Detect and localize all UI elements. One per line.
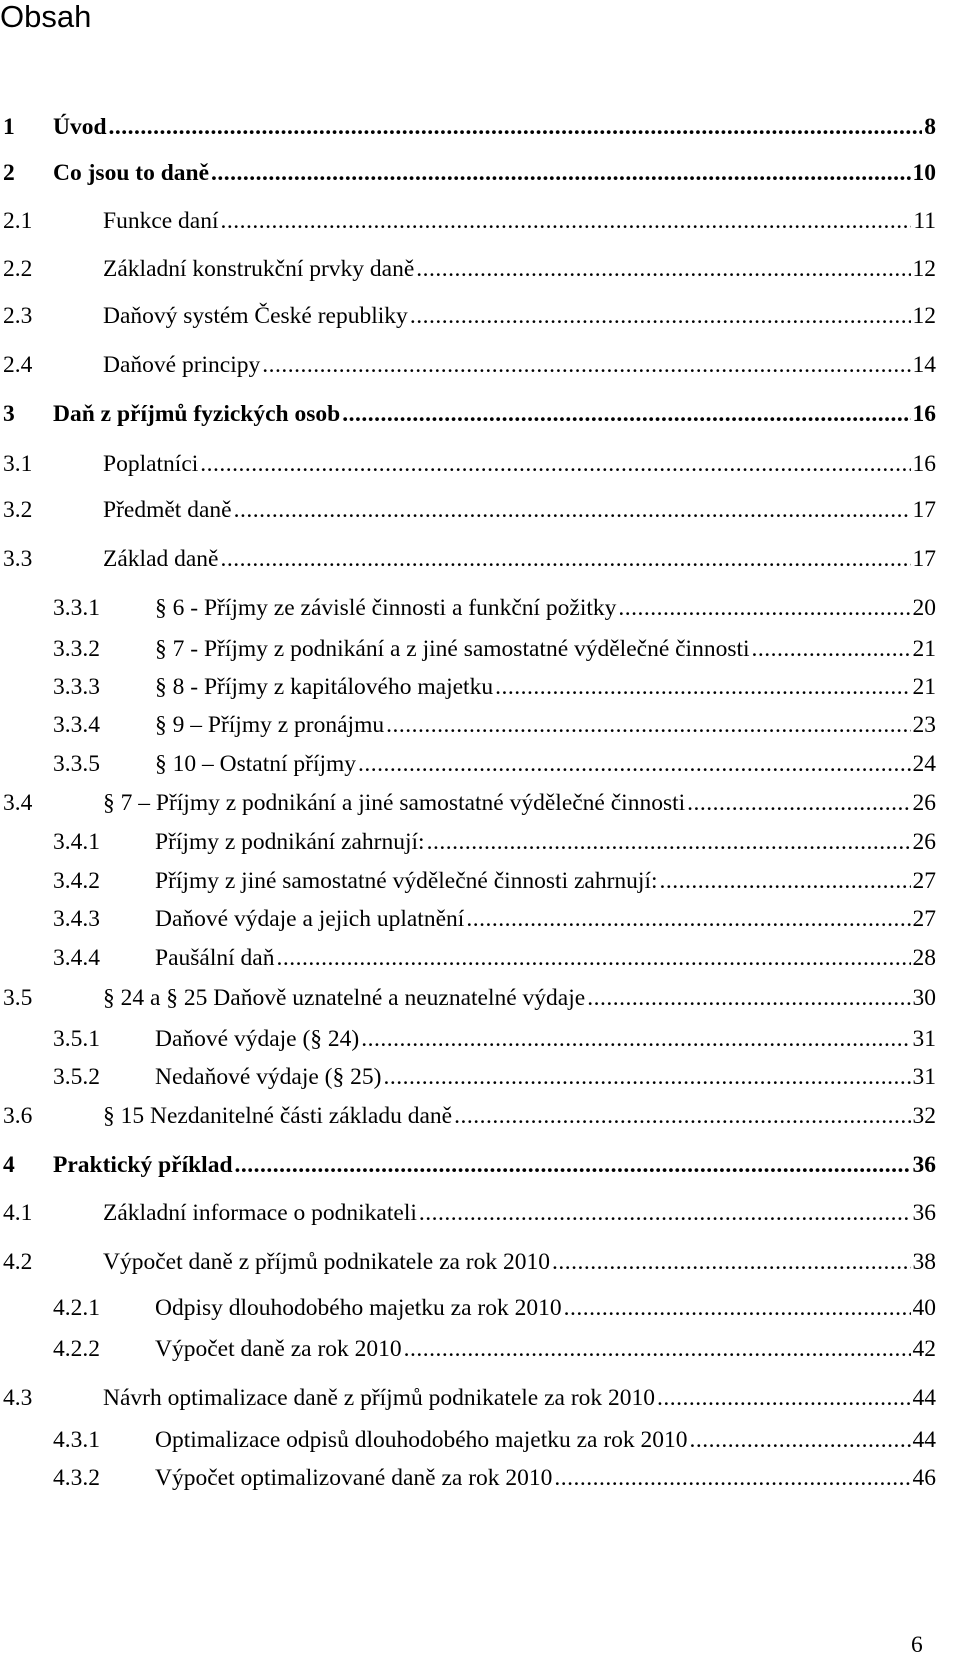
dot-leader — [419, 1198, 911, 1228]
dot-leader — [211, 158, 910, 188]
toc-entry[interactable] — [0, 634, 936, 664]
toc-entry-page: 23 — [912, 712, 936, 738]
dot-leader — [427, 827, 911, 857]
toc-entry-number: 2.4 — [3, 352, 33, 378]
toc-entry[interactable] — [0, 206, 936, 236]
toc-entry-title: Co jsou to daně — [53, 160, 210, 186]
toc-entry-title: Praktický příklad — [53, 1152, 233, 1178]
toc-entry-number: 3.3.4 — [53, 712, 100, 738]
toc-entry-page: 31 — [912, 1026, 936, 1052]
toc-entry[interactable] — [0, 1247, 936, 1277]
toc-entry-number: 3.4 — [3, 790, 33, 816]
toc-entry[interactable] — [0, 983, 936, 1013]
toc-entry-title: Funkce daní — [103, 208, 219, 234]
page-number: 6 — [911, 1632, 923, 1658]
toc-entry-title: Příjmy z jiné samostatné výdělečné činnosti zahrnují: — [155, 868, 658, 894]
toc-entry[interactable] — [0, 1062, 936, 1092]
toc-entry[interactable] — [0, 672, 936, 702]
toc-entry-page: 38 — [912, 1249, 936, 1275]
toc-entry-number: 2.2 — [3, 256, 33, 282]
dot-leader — [454, 1101, 910, 1131]
toc-entry[interactable] — [0, 1383, 936, 1413]
toc-entry-title: § 15 Nezdanitelné části základu daně — [103, 1103, 453, 1129]
toc-entry-title: § 8 - Příjmy z kapitálového majetku — [155, 674, 494, 700]
toc-entry-page: 16 — [912, 401, 936, 427]
toc-entry-page: 24 — [912, 751, 936, 777]
toc-entry-page: 21 — [912, 636, 936, 662]
toc-entry[interactable] — [0, 788, 936, 818]
toc-entry-number: 3 — [3, 401, 15, 427]
toc-entry-number: 3.5.1 — [53, 1026, 100, 1052]
toc-entry-title: § 6 - Příjmy ze závislé činnosti a funkční požitky — [155, 595, 617, 621]
toc-entry-title: Daňové výdaje (§ 24) — [155, 1026, 360, 1052]
toc-entry-number: 4.2.2 — [53, 1336, 100, 1362]
toc-entry-title: Výpočet daně z příjmů podnikatele za rok 2010 — [103, 1249, 551, 1275]
toc-entry-title: Základní konstrukční prvky daně — [103, 256, 415, 282]
toc-entry[interactable] — [0, 495, 936, 525]
toc-entry-title: § 24 a § 25 Daňově uznatelné a neuznatelné výdaje — [103, 985, 586, 1011]
toc-entry-number: 2.1 — [3, 208, 33, 234]
toc-entry-title: Optimalizace odpisů dlouhodobého majetku za rok 2010 — [155, 1427, 688, 1453]
toc-entry[interactable] — [0, 1463, 936, 1493]
toc-entry-page: 12 — [912, 303, 936, 329]
toc-entry-page: 20 — [912, 595, 936, 621]
dot-leader — [276, 943, 910, 973]
dot-leader — [618, 593, 910, 623]
toc-entry-number: 3.4.4 — [53, 945, 100, 971]
toc-entry-number: 3.3.1 — [53, 595, 100, 621]
toc-entry-page: 27 — [912, 906, 936, 932]
toc-entry-page: 27 — [912, 868, 936, 894]
toc-entry[interactable] — [0, 1293, 936, 1323]
toc-entry[interactable] — [0, 710, 936, 740]
page-title: Obsah — [0, 0, 92, 34]
toc-entry-page: 46 — [912, 1465, 936, 1491]
toc-entry-page: 16 — [912, 451, 936, 477]
toc-entry-page: 36 — [912, 1152, 936, 1178]
toc-entry[interactable] — [0, 1024, 936, 1054]
toc-entry-number: 4.3 — [3, 1385, 33, 1411]
toc-entry-number: 3.5.2 — [53, 1064, 100, 1090]
toc-entry-title: § 7 – Příjmy z podnikání a jiné samostatné výdělečné činnosti — [103, 790, 686, 816]
toc-entry-number: 3.4.1 — [53, 829, 100, 855]
toc-entry[interactable] — [0, 399, 936, 429]
toc-entry-page: 28 — [912, 945, 936, 971]
dot-leader — [109, 112, 923, 142]
dot-leader — [687, 788, 910, 818]
dot-leader — [690, 1425, 911, 1455]
toc-entry-title: Příjmy z podnikání zahrnují: — [155, 829, 425, 855]
toc-entry-page: 42 — [912, 1336, 936, 1362]
toc-entry[interactable] — [0, 1101, 936, 1131]
toc-entry-title: Nedaňové výdaje (§ 25) — [155, 1064, 382, 1090]
toc-entry-title: Návrh optimalizace daně z příjmů podnikatele za rok 2010 — [103, 1385, 656, 1411]
dot-leader — [383, 1062, 910, 1092]
dot-leader — [235, 1150, 911, 1180]
toc-entry-page: 11 — [913, 208, 936, 234]
toc-entry-number: 1 — [3, 114, 15, 140]
dot-leader — [466, 904, 910, 934]
dot-leader — [220, 544, 910, 574]
dot-leader — [358, 749, 910, 779]
toc-entry-page: 31 — [912, 1064, 936, 1090]
toc-entry[interactable] — [0, 449, 936, 479]
toc-entry-number: 4.2 — [3, 1249, 33, 1275]
toc-entry[interactable] — [0, 158, 936, 188]
toc-entry-title: Základ daně — [103, 546, 219, 572]
toc-entry-page: 17 — [912, 546, 936, 572]
toc-entry-number: 4 — [3, 1152, 15, 1178]
toc-entry-number: 4.2.1 — [53, 1295, 100, 1321]
dot-leader — [200, 449, 910, 479]
toc-entry[interactable] — [0, 593, 936, 623]
toc-entry-number: 3.3.3 — [53, 674, 100, 700]
toc-entry-title: Daňové výdaje a jejich uplatnění — [155, 906, 465, 932]
toc-entry-number: 3.5 — [3, 985, 33, 1011]
dot-leader — [342, 399, 910, 429]
toc-entry-number: 3.3 — [3, 546, 33, 572]
toc-entry[interactable] — [0, 1150, 936, 1180]
toc-entry-number: 3.3.2 — [53, 636, 100, 662]
toc-entry-page: 21 — [912, 674, 936, 700]
toc-entry[interactable] — [0, 827, 936, 857]
toc-entry-page: 32 — [912, 1103, 936, 1129]
toc-entry-number: 4.1 — [3, 1200, 33, 1226]
toc-entry-title: Úvod — [53, 114, 107, 140]
dot-leader — [221, 206, 912, 236]
toc-entry[interactable] — [0, 544, 936, 574]
toc-entry-page: 44 — [912, 1427, 936, 1453]
toc-entry-number: 2.3 — [3, 303, 33, 329]
toc-entry-number: 3.1 — [3, 451, 33, 477]
toc-entry-page: 14 — [912, 352, 936, 378]
toc-entry[interactable] — [0, 254, 936, 284]
dot-leader — [752, 634, 911, 664]
toc-entry-number: 3.6 — [3, 1103, 33, 1129]
toc-entry-number: 4.3.1 — [53, 1427, 100, 1453]
dot-leader — [552, 1247, 910, 1277]
toc-entry-title: Odpisy dlouhodobého majetku za rok 2010 — [155, 1295, 562, 1321]
dot-leader — [361, 1024, 910, 1054]
toc-entry-title: § 7 - Příjmy z podnikání a z jiné samostatné výdělečné činnosti — [155, 636, 750, 662]
dot-leader — [416, 254, 910, 284]
toc-entry-title: § 10 – Ostatní příjmy — [155, 751, 357, 777]
toc-entry[interactable] — [0, 866, 936, 896]
toc-entry-page: 44 — [912, 1385, 936, 1411]
toc-entry-page: 26 — [912, 790, 936, 816]
toc-entry-page: 17 — [912, 497, 936, 523]
dot-leader — [386, 710, 910, 740]
toc-entry[interactable] — [0, 749, 936, 779]
toc-entry[interactable] — [0, 1334, 936, 1364]
toc-entry-number: 3.4.2 — [53, 868, 100, 894]
toc-entry-page: 12 — [912, 256, 936, 282]
dot-leader — [587, 983, 910, 1013]
toc-entry-number: 2 — [3, 160, 15, 186]
toc-entry-title: Předmět daně — [103, 497, 232, 523]
toc-entry[interactable] — [0, 301, 936, 331]
toc-entry-title: Daňové principy — [103, 352, 261, 378]
toc-entry-title: Daňový systém České republiky — [103, 303, 408, 329]
dot-leader — [404, 1334, 911, 1364]
dot-leader — [564, 1293, 911, 1323]
toc-entry-page: 30 — [912, 985, 936, 1011]
toc-entry-title: Výpočet daně za rok 2010 — [155, 1336, 402, 1362]
toc-entry-title: Daň z příjmů fyzických osob — [53, 401, 341, 427]
toc-entry-title: Základní informace o podnikateli — [103, 1200, 417, 1226]
dot-leader — [660, 866, 911, 896]
toc-entry-page: 40 — [912, 1295, 936, 1321]
toc-entry-title: Výpočet optimalizované daně za rok 2010 — [155, 1465, 553, 1491]
toc-entry-number: 3.4.3 — [53, 906, 100, 932]
toc-entry[interactable] — [0, 943, 936, 973]
dot-leader — [234, 495, 911, 525]
toc-entry-number: 3.2 — [3, 497, 33, 523]
toc-entry-title: § 9 – Příjmy z pronájmu — [155, 712, 385, 738]
toc-entry-page: 36 — [912, 1200, 936, 1226]
dot-leader — [554, 1463, 910, 1493]
toc-entry[interactable] — [0, 112, 936, 142]
toc-entry-page: 26 — [912, 829, 936, 855]
toc-entry-title: Paušální daň — [155, 945, 275, 971]
toc-entry-title: Poplatníci — [103, 451, 199, 477]
dot-leader — [657, 1383, 910, 1413]
toc-entry-number: 4.3.2 — [53, 1465, 100, 1491]
toc-entry[interactable] — [0, 1198, 936, 1228]
toc-entry[interactable] — [0, 350, 936, 380]
toc-entry-page: 10 — [912, 160, 936, 186]
toc-entry-number: 3.3.5 — [53, 751, 100, 777]
toc-entry-page: 8 — [924, 114, 936, 140]
dot-leader — [262, 350, 910, 380]
dot-leader — [495, 672, 910, 702]
toc-entry[interactable] — [0, 904, 936, 934]
dot-leader — [410, 301, 911, 331]
toc-entry[interactable] — [0, 1425, 936, 1455]
